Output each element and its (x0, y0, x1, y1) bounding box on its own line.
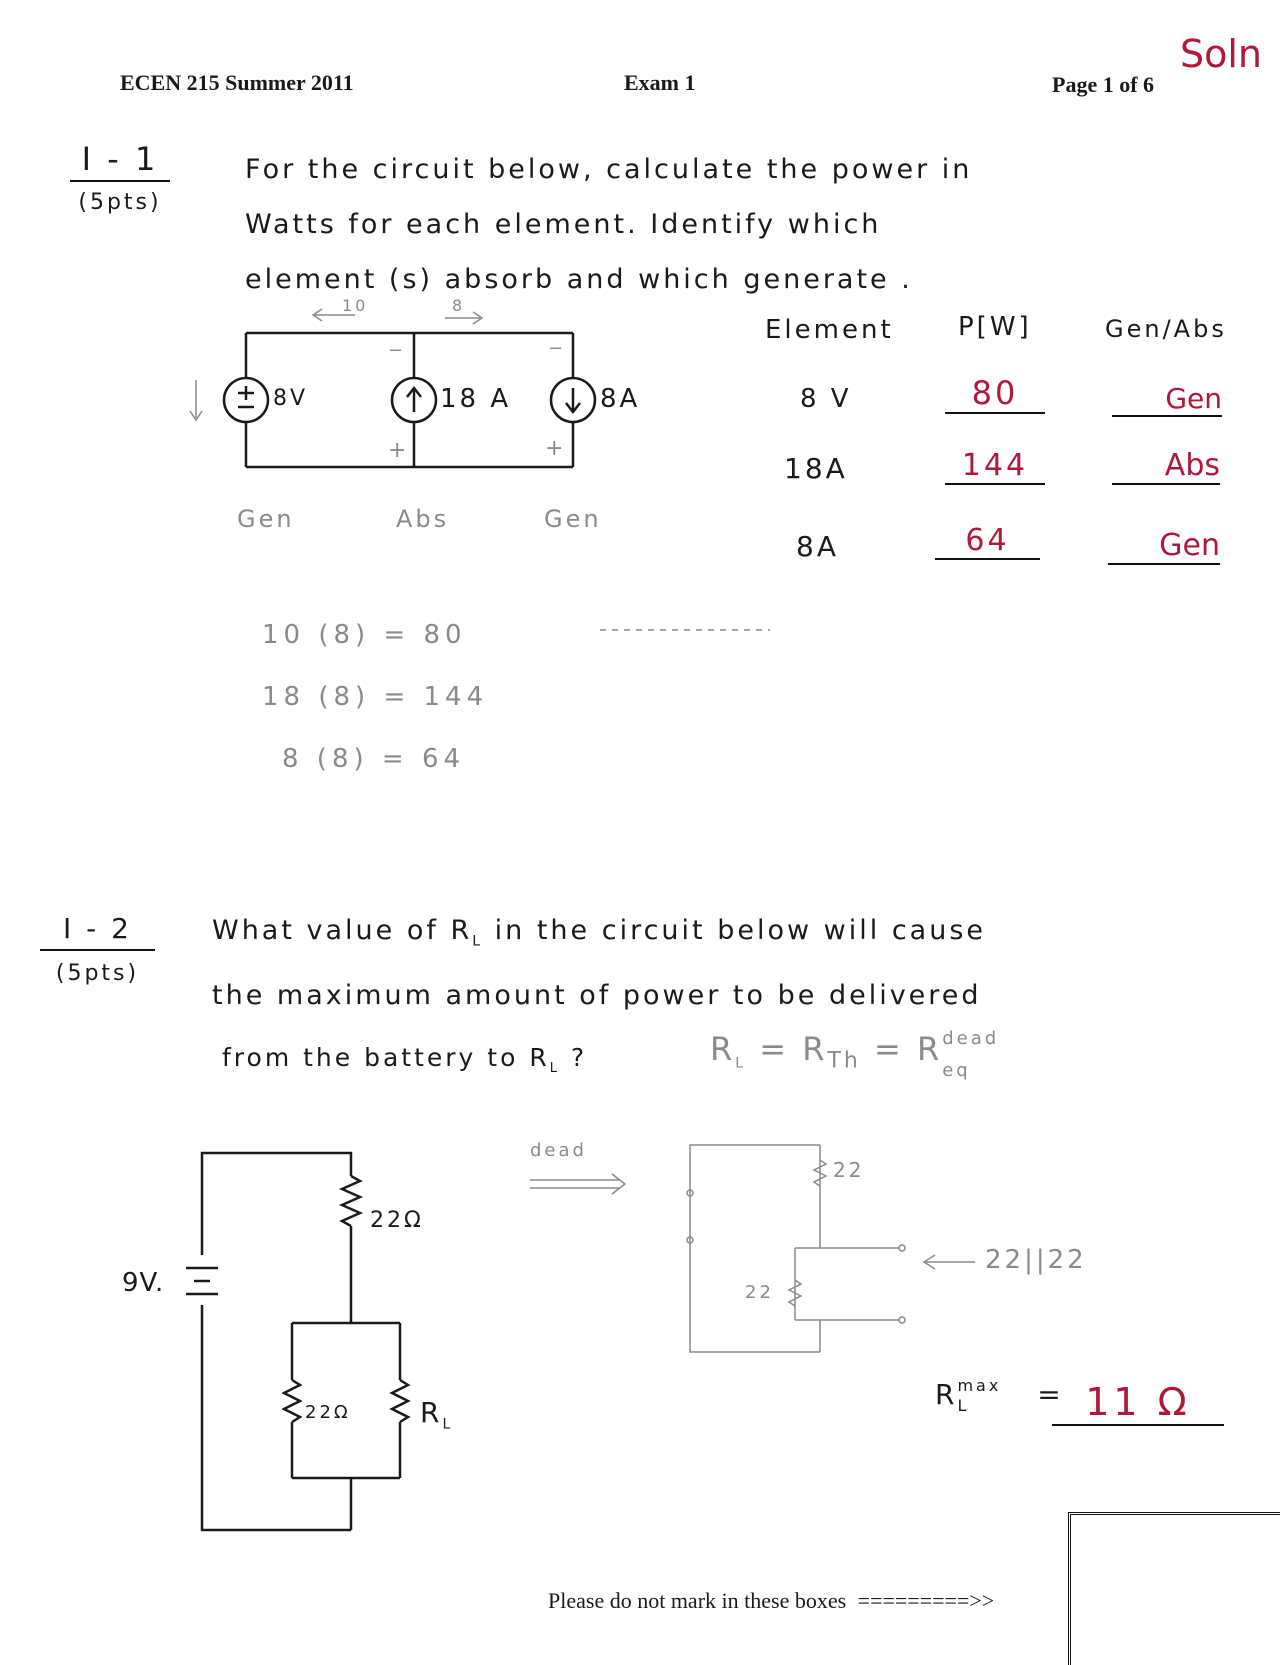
problem2-text-b: in the circuit below will cause (494, 915, 986, 946)
sketch-arrow-label: dead (530, 1140, 587, 1161)
table-header-genabs: Gen/Abs (1105, 315, 1227, 343)
problem2-text-a: What value of R (212, 915, 473, 946)
problem2-points: (5pts) (55, 961, 140, 986)
circuit-label-gen-1: Gen (237, 505, 295, 533)
eq-rth: R (802, 1030, 828, 1068)
resistor-load-label (420, 1396, 453, 1433)
problem2-label (40, 912, 155, 986)
current-label-8: 8 (452, 296, 466, 315)
problem1-label (70, 140, 170, 215)
source-18a-label: 18 A (440, 384, 512, 414)
eq-r: R (710, 1030, 736, 1068)
polarity-plus-right: + (545, 436, 567, 461)
answer-value: 11 Ω (1052, 1380, 1224, 1426)
table-type-gen-1: Gen (1112, 382, 1222, 417)
problem2-line-3 (222, 1043, 587, 1076)
sketch-resistor-left: 22 (745, 1282, 774, 1303)
rl-r: R (420, 1396, 443, 1429)
resistor-top-label: 22Ω (370, 1208, 424, 1233)
polarity-plus-middle: + (388, 438, 410, 463)
answer-sup-max: max (957, 1376, 1002, 1395)
problem1-text (245, 142, 972, 307)
source-8a-label: 8A (600, 384, 641, 414)
table-power-144: 144 (945, 448, 1045, 485)
problem1-line-2: Watts for each element. Identify which (245, 209, 882, 240)
answer-equals: = (1037, 1378, 1064, 1411)
table-element-8a: 8A (796, 530, 839, 563)
battery-label: 9V. (122, 1268, 165, 1298)
polarity-minus-right: − (548, 338, 567, 359)
rl-sub: L (442, 1416, 454, 1433)
polarity-minus-middle: − (388, 340, 407, 361)
problem1-points: (5pts) (78, 190, 162, 215)
source-8v-label: 8V (273, 386, 309, 411)
current-label-10: 10 (342, 296, 369, 315)
table-header-element: Element (765, 315, 894, 345)
eq-sup-dead: dead (942, 1028, 1000, 1049)
exam-title: Exam 1 (624, 70, 696, 95)
footer-note-text: Please do not mark in these boxes (548, 1588, 847, 1613)
footer-note (548, 1588, 994, 1614)
problem2-number: I - 2 (40, 912, 155, 951)
problem2-line-1 (212, 915, 986, 949)
eq-equals-1: = (759, 1030, 790, 1068)
footer-arrow: =========>> (857, 1588, 995, 1613)
work-line-1: 10 (8) = 80 (262, 620, 467, 650)
eq-sub-l: L (735, 1055, 747, 1072)
table-power-80: 80 (945, 374, 1045, 414)
table-type-abs: Abs (1112, 448, 1220, 485)
table-type-gen-2: Gen (1108, 528, 1220, 565)
circuit-label-abs: Abs (396, 505, 450, 533)
problem2-text-q: ? (570, 1043, 588, 1072)
eq-equals-2: = (874, 1030, 904, 1068)
answer-r: R (935, 1378, 958, 1411)
problem2-sub-l-1: L (472, 933, 484, 950)
resistor-left-label: 22Ω (305, 1402, 351, 1423)
page-number: Page 1 of 6 (1052, 72, 1155, 97)
score-box (1068, 1512, 1280, 1665)
problem1-work (262, 604, 488, 790)
eq-sub-eq: eq (942, 1060, 971, 1081)
sketch-parallel-label: 22||22 (985, 1245, 1087, 1275)
table-power-64: 64 (935, 523, 1040, 560)
table-header-power: P[W] (958, 312, 1032, 342)
circuit-label-gen-2: Gen (544, 505, 602, 533)
problem1-line-1: For the circuit below, calculate the power in (245, 154, 973, 185)
solution-mark: Soln (1180, 32, 1263, 76)
problem2-line-2: the maximum amount of power to be delivered (212, 980, 982, 1011)
problem2-text-c: from the battery to R (222, 1043, 550, 1072)
work-line-2: 18 (8) = 144 (262, 682, 489, 712)
eq-sub-th: Th (827, 1048, 861, 1074)
table-element-18a: 18A (784, 452, 848, 485)
problem1-line-3: element (s) absorb and which generate . (245, 264, 913, 295)
work-line-3: 8 (8) = 64 (282, 744, 466, 774)
problem1-number: I - 1 (70, 140, 170, 182)
course-title: ECEN 215 Summer 2011 (120, 70, 354, 95)
table-element-8v: 8 V (800, 384, 852, 414)
thevenin-equation (710, 1030, 999, 1080)
problem2-sub-l-2: L (549, 1061, 560, 1076)
sketch-resistor-top: 22 (833, 1158, 865, 1182)
eq-req: R (916, 1030, 943, 1068)
answer-label (935, 1378, 1064, 1414)
answer-sub-l: L (957, 1396, 970, 1415)
